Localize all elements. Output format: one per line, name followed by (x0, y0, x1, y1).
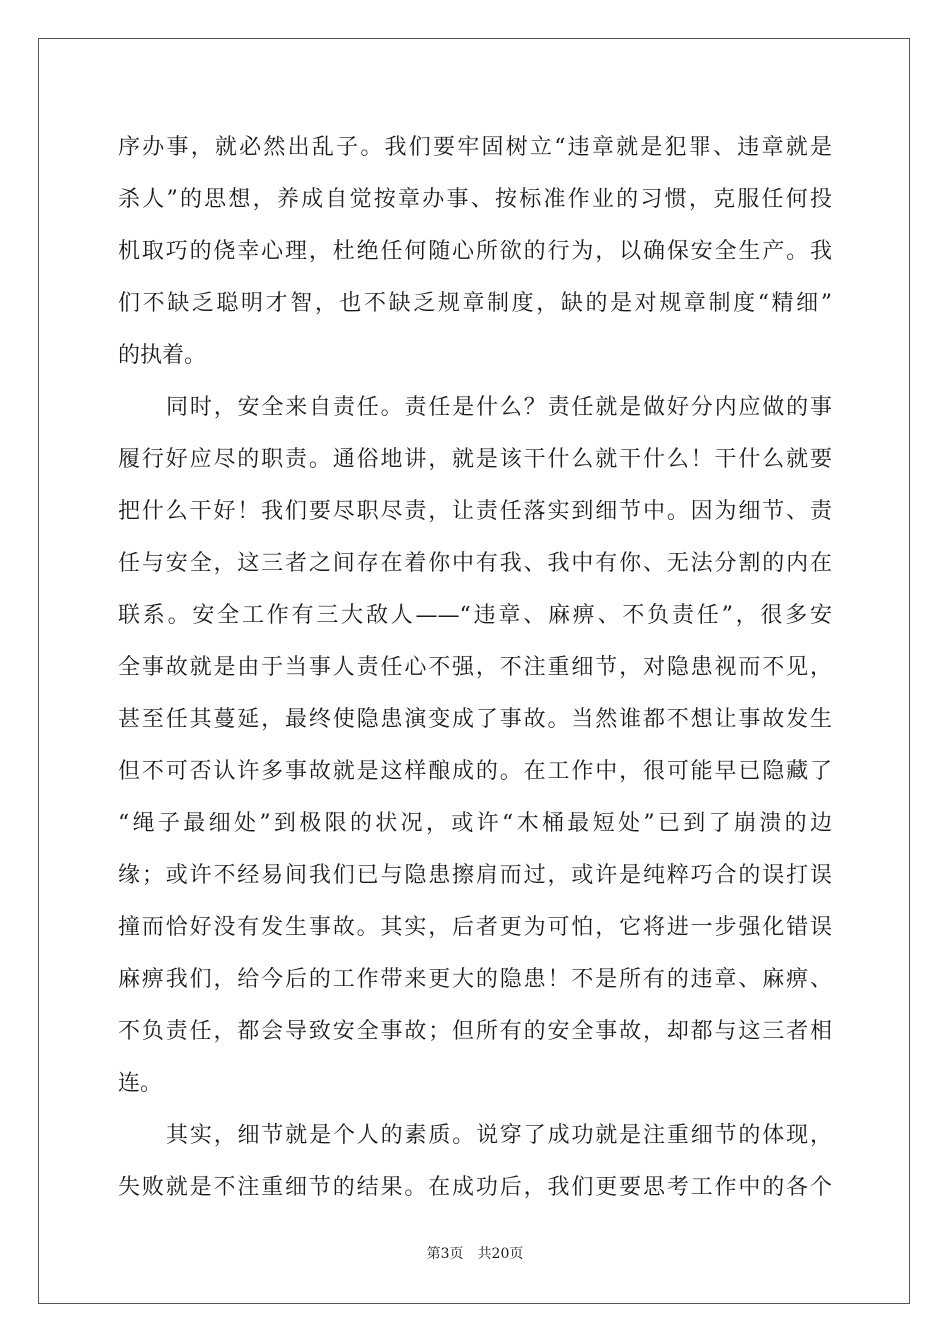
text-line: 履行好应尽的职责。通俗地讲，就是该干什么就干什么！干什么就要 (118, 447, 832, 472)
document-body (118, 122, 832, 1214)
text-line: 机取巧的侥幸心理，杜绝任何随心所欲的行为，以确保安全生产。我 (118, 239, 832, 264)
text-line: 连。 (118, 1071, 163, 1096)
text-line: 联系。安全工作有三大敌人——“违章、麻痹、不负责任”，很多安 (118, 603, 832, 628)
text-line: 全事故就是由于当事人责任心不强，不注重细节，对隐患视而不见， (118, 655, 832, 680)
text-line: 任与安全，这三者之间存在着你中有我、我中有你、无法分割的内在 (118, 551, 832, 576)
paragraph-first-line: 其实，细节就是个人的素质。说穿了成功就是注重细节的体现， (166, 1123, 832, 1148)
text-line: 甚至任其蔓延，最终使隐患演变成了事故。当然谁都不想让事故发生 (118, 707, 832, 732)
text-line: 杀人”的思想，养成自觉按章办事、按标准作业的习惯，克服任何投 (118, 187, 832, 212)
text-line: 麻痹我们，给今后的工作带来更大的隐患！不是所有的违章、麻痹、 (118, 967, 832, 992)
page-total: 共20页 (477, 1246, 524, 1262)
text-line: 但不可否认许多事故就是这样酿成的。在工作中，很可能早已隐藏了 (118, 759, 832, 784)
text-line: 缘；或许不经易间我们已与隐患擦肩而过，或许是纯粹巧合的误打误 (118, 863, 832, 888)
paragraph-first-line: 同时，安全来自责任。责任是什么？责任就是做好分内应做的事 (166, 395, 832, 420)
text-line: 序办事，就必然出乱子。我们要牢固树立“违章就是犯罪、违章就是 (118, 135, 832, 160)
text-line: 们不缺乏聪明才智，也不缺乏规章制度，缺的是对规章制度“精细” (118, 291, 832, 316)
page-footer (0, 1244, 950, 1264)
page-number: 第3页 (426, 1246, 464, 1262)
text-line: 把什么干好！我们要尽职尽责，让责任落实到细节中。因为细节、责 (118, 499, 832, 524)
text-line: 失败就是不注重细节的结果。在成功后，我们更要思考工作中的各个 (118, 1175, 832, 1200)
text-line: 撞而恰好没有发生事故。其实，后者更为可怕，它将进一步强化错误 (118, 915, 832, 940)
text-line: “绳子最细处”到极限的状况，或许“木桶最短处”已到了崩溃的边 (118, 811, 832, 836)
text-line: 不负责任，都会导致安全事故；但所有的安全事故，却都与这三者相 (118, 1019, 832, 1044)
text-line: 的执着。 (118, 343, 207, 368)
